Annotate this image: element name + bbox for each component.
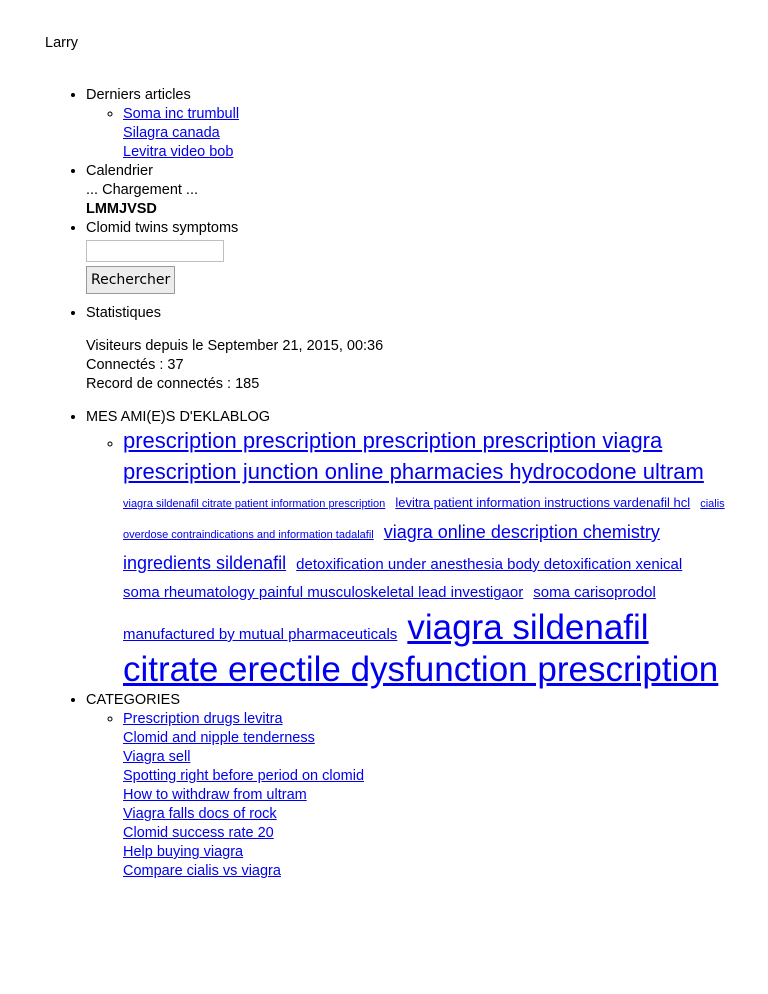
calendar-loading-text: ... Chargement ...: [86, 182, 199, 198]
search-input[interactable]: [86, 240, 224, 262]
recent-article-link[interactable]: Silagra canada: [123, 125, 220, 141]
tag-link[interactable]: soma carisoprodol manufactured by mutual pharmaceuticals: [123, 584, 656, 643]
widget-title-stats: • Statistiques: [86, 305, 161, 321]
tag-link[interactable]: viagra online description chemistry ingredients sildenafil: [123, 522, 660, 573]
widget-title-recent: Derniers articles: [86, 87, 191, 103]
widget-search: [86, 219, 726, 304]
widget-title-calendar: • Calendrier: [86, 163, 153, 179]
stats-block: [86, 337, 726, 394]
category-link[interactable]: Help buying viagra: [123, 844, 244, 860]
stats-visitors: Visiteurs depuis le September 21, 2015, 00:36: [86, 338, 384, 354]
tag-link[interactable]: viagra sildenafil citrate erectile dysfunction prescription: [123, 608, 719, 689]
recent-article-link[interactable]: Levitra video bob: [123, 144, 234, 160]
sidebar-widgets: [0, 86, 726, 881]
category-link[interactable]: How to withdraw from ultram: [123, 787, 307, 803]
widget-recent-articles: [86, 86, 726, 162]
tag-link[interactable]: soma rheumatology painful musculoskeletal lead investigaor: [123, 584, 524, 601]
widget-title-friends: • MES AMI(E)S D'EKLABLOG: [86, 409, 271, 425]
recent-articles-item: [123, 105, 726, 162]
category-link[interactable]: ◦ Prescription drugs levitra: [123, 711, 283, 727]
search-button[interactable]: Rechercher: [86, 266, 175, 294]
widget-calendar: [86, 162, 726, 219]
tag-cloud-item: [123, 427, 726, 691]
calendar-day-headers: LMMJVSD: [86, 201, 157, 217]
stats-connected: Connectés : 37: [86, 357, 184, 373]
tag-link[interactable]: prescription prescription prescription prescription viagra prescription junction online pharmacies hydrocodone ultram: [123, 428, 704, 484]
widget-stats: [86, 304, 726, 394]
tag-cloud: [86, 427, 726, 691]
category-link[interactable]: Compare cialis vs viagra: [123, 863, 281, 879]
categories-item: [123, 710, 726, 881]
category-link[interactable]: Clomid and nipple tenderness: [123, 730, 315, 746]
category-link[interactable]: Clomid success rate 20: [123, 825, 274, 841]
widget-categories: [86, 691, 726, 881]
categories-list: [86, 710, 726, 881]
widget-title-categories: • CATEGORIES: [86, 692, 180, 708]
site-title: Larry: [45, 35, 79, 51]
stats-record: Record de connectés : 185: [86, 376, 260, 392]
widget-title-search: • Clomid twins symptoms: [86, 220, 239, 236]
tag-link[interactable]: detoxification under anesthesia body detoxification xenical: [296, 556, 683, 573]
tag-link[interactable]: viagra sildenafil citrate patient information prescription: [123, 498, 386, 510]
category-link[interactable]: Viagra sell: [123, 749, 191, 765]
category-link[interactable]: Spotting right before period on clomid: [123, 768, 365, 784]
widget-friends: [86, 408, 726, 691]
tag-link[interactable]: levitra patient information instructions vardenafil hcl: [395, 495, 691, 510]
tag-link[interactable]: cialis overdose contraindications and information tadalafil: [123, 498, 725, 541]
recent-articles-list: [86, 105, 726, 162]
category-link[interactable]: Viagra falls docs of rock: [123, 806, 277, 822]
recent-article-link[interactable]: ◦ Soma inc trumbull: [123, 106, 240, 122]
